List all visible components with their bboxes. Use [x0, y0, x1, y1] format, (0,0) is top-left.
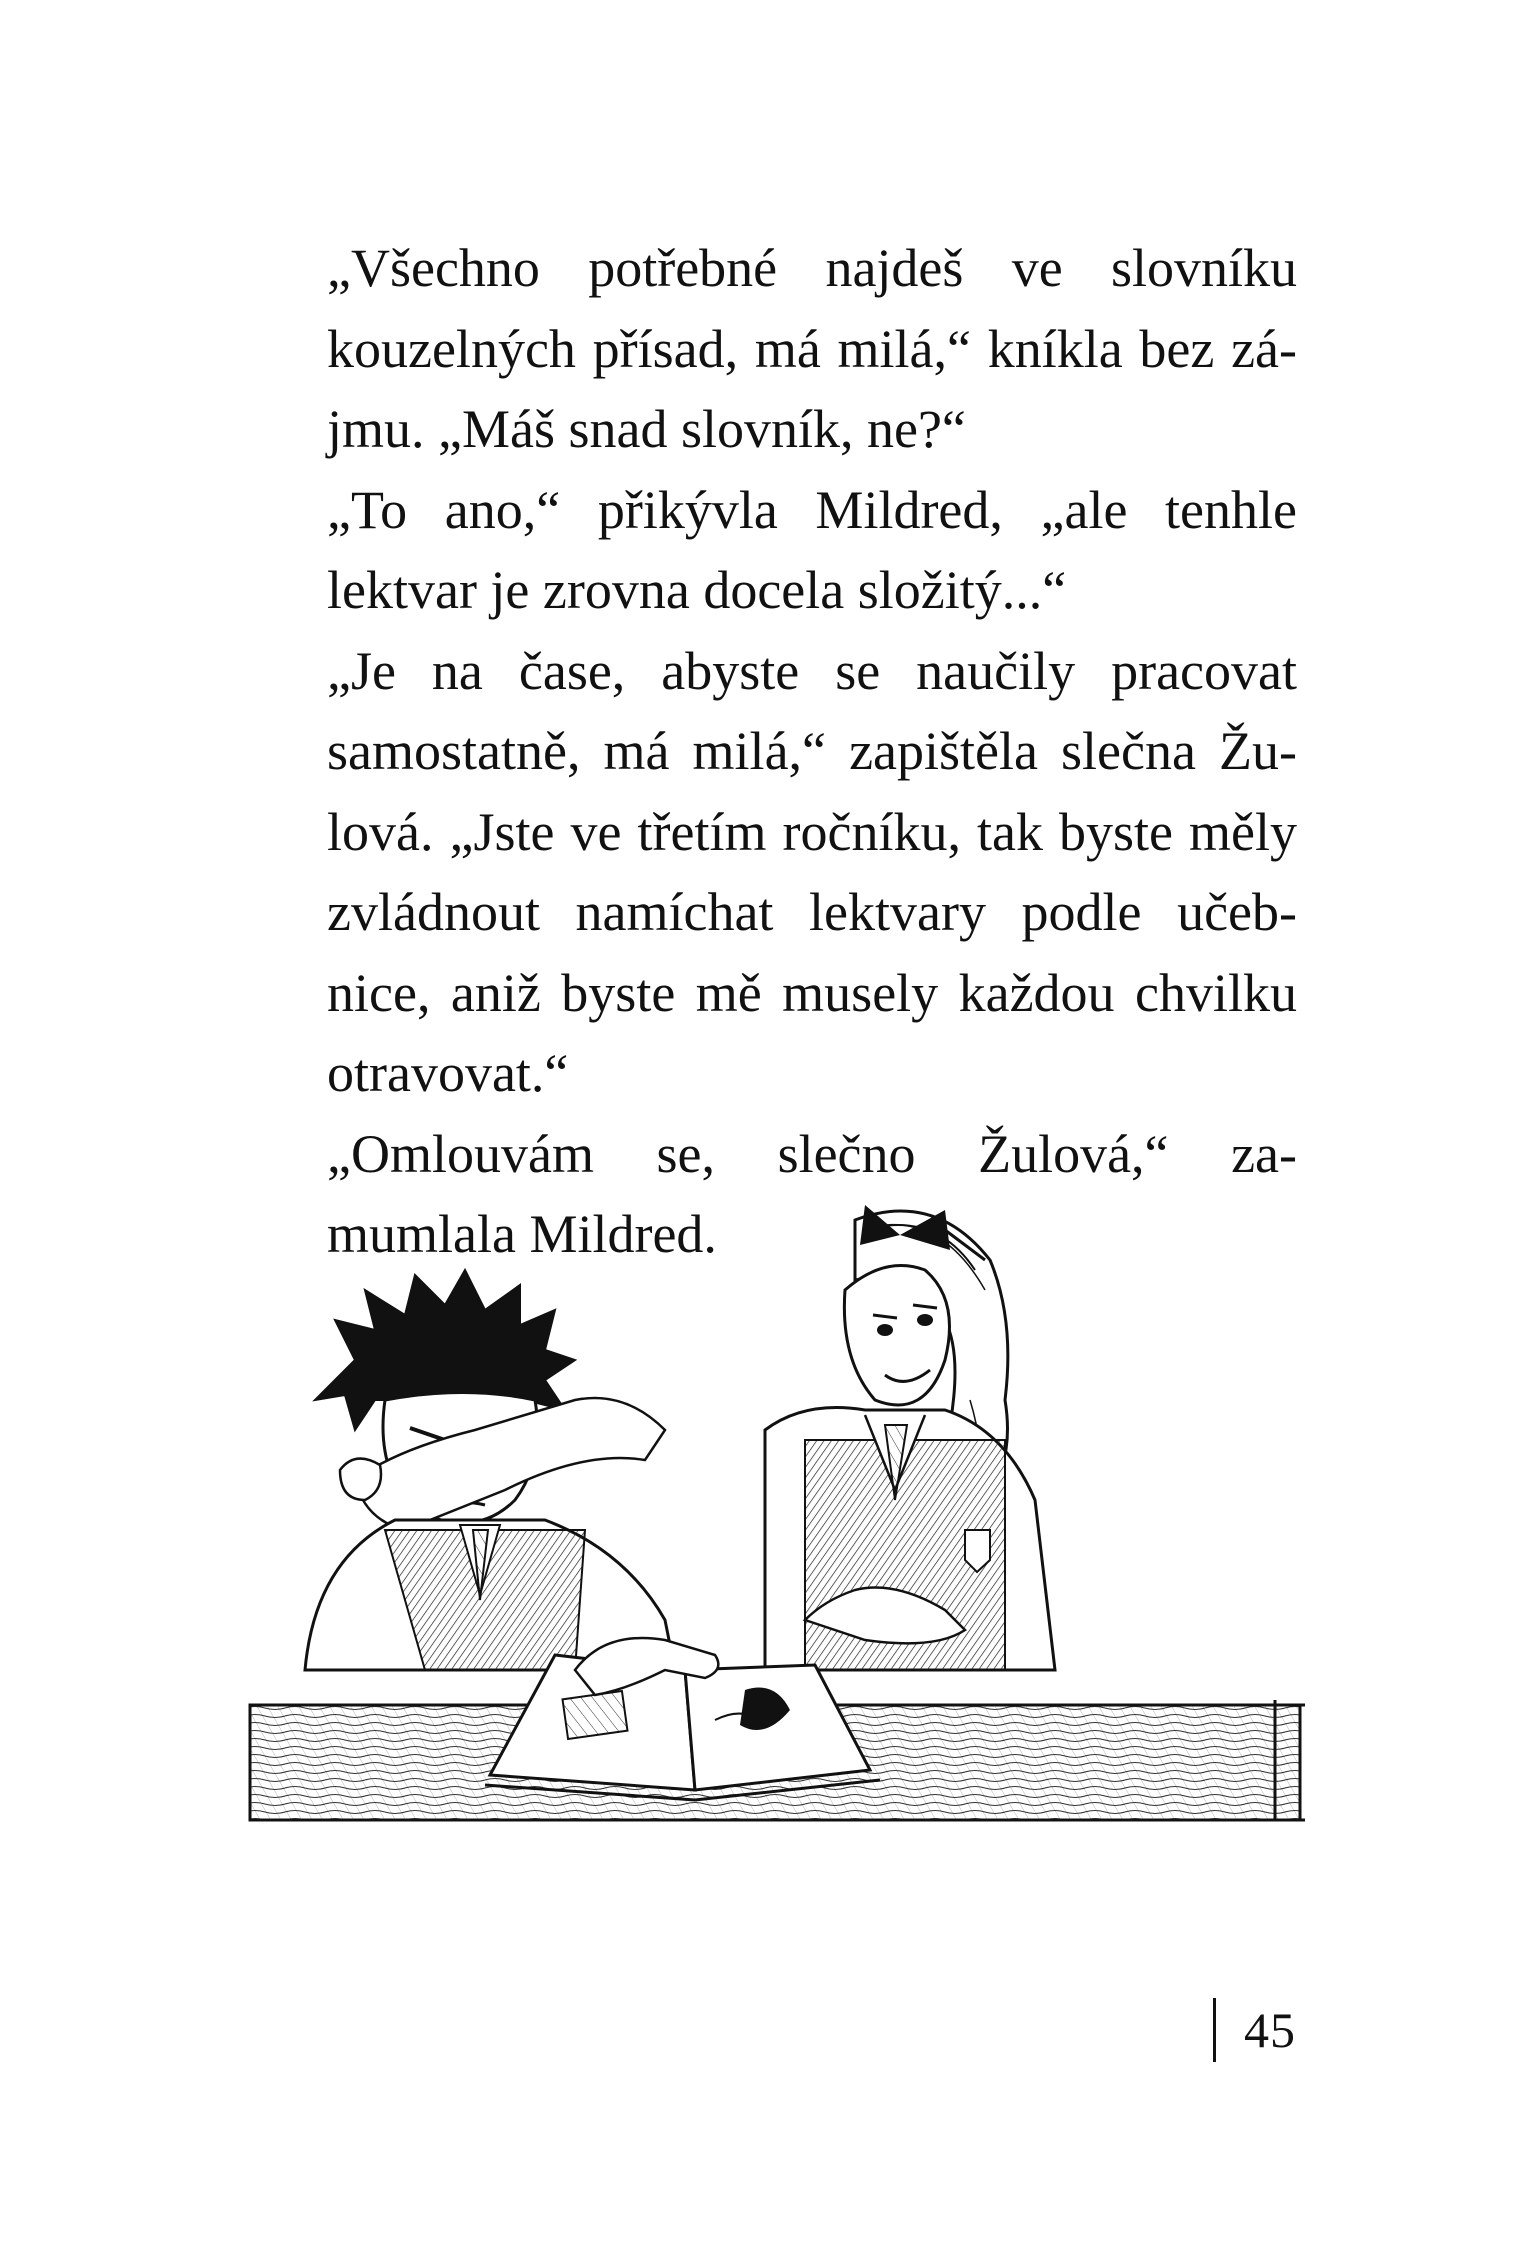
- text-line: mumlala Mildred.: [327, 1204, 717, 1264]
- paragraph-2: [235, 470, 1297, 631]
- text-line: „Je na čase, abyste se naučily pracovat: [327, 640, 1297, 701]
- text-line: „To ano,“ přikývla Mildred, „ale tenhle: [327, 479, 1297, 540]
- body-text: [235, 228, 1297, 1275]
- text-line: lektvar je zrovna docela složitý...“: [327, 560, 1067, 620]
- text-line: „Omlouvám se, slečno Žulová,“ za-: [327, 1123, 1297, 1184]
- girl-left: [305, 1270, 675, 1670]
- text-line: zvládnout namíchat lektvary podle učeb-: [327, 882, 1297, 942]
- girl-right: [765, 1205, 1055, 1670]
- paragraph-3: [235, 631, 1297, 1114]
- text-line: kouzelných přísad, má milá,“ kníkla bez zá-: [327, 318, 1297, 379]
- text-line: lová. „Jste ve třetím ročníku, tak byste měly: [327, 801, 1297, 862]
- text-line: nice, aniž byste mě musely každou chvilku: [327, 962, 1297, 1023]
- text-line: samostatně, má milá,“ zapištěla slečna Žu-: [327, 721, 1297, 781]
- page-number: 45: [1244, 2002, 1296, 2058]
- text-line: „Všechno potřebné najdeš ve slovníku: [327, 238, 1297, 298]
- text-line: otravovat.“: [327, 1043, 569, 1103]
- footer-divider: [1213, 1998, 1216, 2062]
- illustration: [245, 1200, 1305, 1880]
- paragraph-1: [235, 228, 1297, 470]
- text-line: jmu. „Máš snad slovník, ne?“: [327, 399, 966, 459]
- page-footer: [1213, 1998, 1296, 2062]
